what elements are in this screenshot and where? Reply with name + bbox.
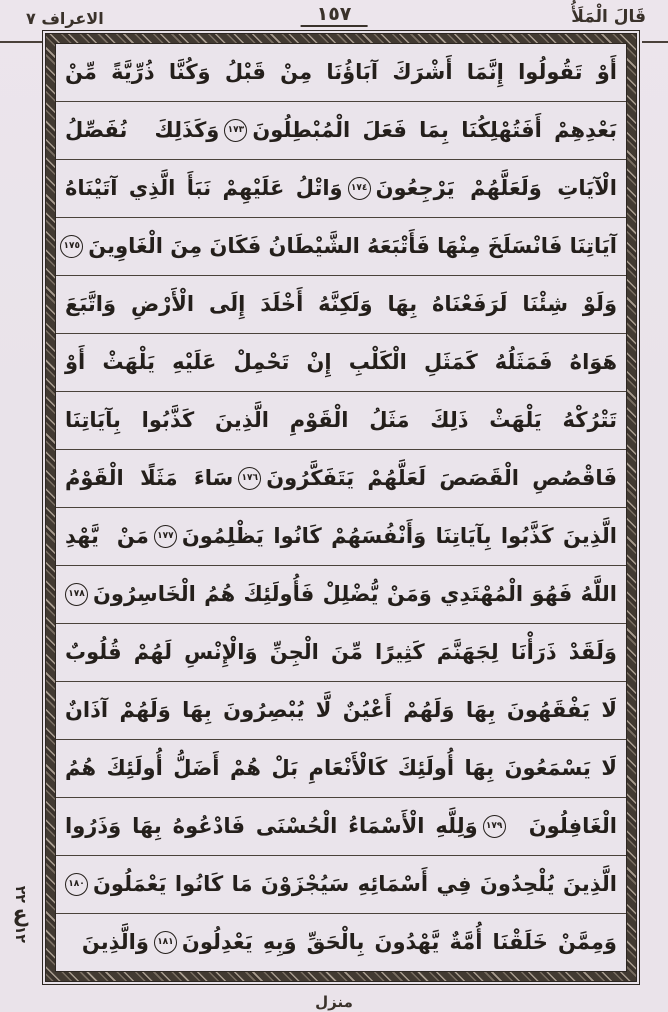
- ayah-text: وَمِمَّنْ خَلَقْنَا أُمَّةٌ يَّهْدُونَ بِالْحَقِّ وَبِهِ يَعْدِلُونَ: [181, 929, 617, 954]
- ain-symbol: ع: [12, 901, 28, 927]
- ayah-text: لَا يَفْقَهُونَ بِهَا وَلَهُمْ أَعْيُنٌ لَّا يُبْصِرُونَ بِهَا وَلَهُمْ آذَانٌ: [65, 697, 617, 722]
- ruku-of-juz: ١٢: [12, 925, 29, 943]
- ayah-text: آيَاتِنَا فَانْسَلَخَ مِنْهَا فَأَتْبَعَهُ الشَّيْطَانُ فَكَانَ مِنَ الْغَاوِينَ: [88, 233, 617, 258]
- ayah-end-marker: ١٧٤: [348, 177, 371, 200]
- ayah-text: اللَّهُ فَهُوَ الْمُهْتَدِي وَمَنْ يُّضْلِلْ فَأُولَئِكَ هُمُ الْخَاسِرُونَ: [93, 581, 617, 606]
- header-rule-left: [0, 41, 44, 43]
- surah-title: [26, 9, 104, 28]
- quran-text-line: [56, 218, 626, 276]
- page-number: ١٥٧: [301, 3, 368, 27]
- ruku-count: ٢٢: [12, 885, 29, 903]
- quran-text-line: [56, 450, 626, 508]
- ayah-end-marker: ١٧٧: [154, 525, 177, 548]
- quran-text-line: [56, 508, 626, 566]
- ayah-text: وَلِلَّهِ الْأَسْمَاءُ الْحُسْنَى فَادْعُوهُ بِهَا وَذَرُوا: [65, 813, 478, 838]
- quran-text-line: [56, 856, 626, 914]
- quran-text-line: [56, 740, 626, 798]
- quran-text-line: [56, 566, 626, 624]
- ayah-text: مَنْ يَّهْدِ: [64, 523, 149, 548]
- ayah-text: الَّذِينَ كَذَّبُوا بِآيَاتِنَا وَأَنْفُسَهُمْ كَانُوا يَظْلِمُونَ: [181, 523, 617, 548]
- quran-text-line: [56, 682, 626, 740]
- ayah-text: الْآيَاتِ وَلَعَلَّهُمْ يَرْجِعُونَ: [375, 175, 617, 200]
- ayah-end-marker: ١٧٣: [224, 119, 247, 142]
- quran-text-line: [56, 160, 626, 218]
- ornament-band: [45, 33, 637, 982]
- ayah-end-marker: ١٧٨: [65, 583, 88, 606]
- quran-text-line: [56, 624, 626, 682]
- ayah-text: وَالَّذِينَ: [81, 929, 149, 954]
- quran-text-line: [56, 276, 626, 334]
- ruku-margin-marker: [4, 886, 36, 943]
- ayah-text: هَوَاهُ فَمَثَلُهُ كَمَثَلِ الْكَلْبِ إِنْ تَحْمِلْ عَلَيْهِ يَلْهَثْ أَوْ: [65, 349, 617, 374]
- ayah-text: وَلَقَدْ ذَرَأْنَا لِجَهَنَّمَ كَثِيرًا مِّنَ الْجِنِّ وَالْإِنْسِ لَهُمْ قُلُوبٌ: [65, 639, 617, 664]
- ayah-text: وَلَوْ شِئْنَا لَرَفَعْنَاهُ بِهَا وَلَكِنَّهُ أَخْلَدَ إِلَى الْأَرْضِ وَاتَّبَعَ: [65, 291, 617, 316]
- ayah-end-marker: ١٧٥: [60, 235, 83, 258]
- quran-text-line: [56, 102, 626, 160]
- ayah-text: الْغَافِلُونَ: [528, 813, 617, 838]
- quran-text-line: [56, 798, 626, 856]
- surah-name: الاعراف: [41, 9, 104, 28]
- quran-text-line: [56, 392, 626, 450]
- juz-name-label: قَالَ الْمَلَأُ: [571, 7, 646, 27]
- manzil-label: منزل: [315, 993, 353, 1011]
- ayah-text: أَوْ تَقُولُوا إِنَّمَا أَشْرَكَ آبَاؤُنَا مِنْ قَبْلُ وَكُنَّا ذُرِّيَّةً مِّنْ: [65, 59, 617, 84]
- ayah-text: وَاتْلُ عَلَيْهِمْ نَبَأَ الَّذِي آتَيْنَاهُ: [64, 175, 343, 200]
- surah-number: ٧: [26, 9, 36, 28]
- ayah-end-marker: ١٧٩: [483, 815, 506, 838]
- quran-text-line: [56, 334, 626, 392]
- quran-text-line: [56, 914, 626, 971]
- ayah-text: تَتْرُكْهُ يَلْهَثْ ذَلِكَ مَثَلُ الْقَوْمِ الَّذِينَ كَذَّبُوا بِآيَاتِنَا: [65, 407, 617, 432]
- ayah-text: لَا يَسْمَعُونَ بِهَا أُولَئِكَ كَالْأَنْعَامِ بَلْ هُمْ أَضَلُّ أُولَئِكَ هُمُ: [65, 755, 617, 780]
- ayah-text: بَعْدِهِمْ أَفَتُهْلِكُنَا بِمَا فَعَلَ الْمُبْطِلُونَ: [252, 117, 617, 142]
- text-area: [55, 43, 627, 972]
- quran-text-line: [56, 44, 626, 102]
- ayah-text: وَكَذَلِكَ نُفَصِّلُ: [64, 117, 220, 142]
- ayah-end-marker: ١٧٦: [238, 467, 261, 490]
- ayah-text: الَّذِينَ يُلْحِدُونَ فِي أَسْمَائِهِ سَيُجْزَوْنَ مَا كَانُوا يَعْمَلُونَ: [93, 871, 617, 896]
- ayah-text: فَاقْصُصِ الْقَصَصَ لَعَلَّهُمْ يَتَفَكَّرُونَ: [266, 465, 617, 490]
- ayah-end-marker: ١٨١: [154, 931, 177, 954]
- header-rule-right: [642, 41, 668, 43]
- page-border-frame: [42, 30, 640, 985]
- ayah-text: سَاءَ مَثَلًا الْقَوْمُ: [65, 465, 234, 490]
- ayah-end-marker: ١٨٠: [65, 873, 88, 896]
